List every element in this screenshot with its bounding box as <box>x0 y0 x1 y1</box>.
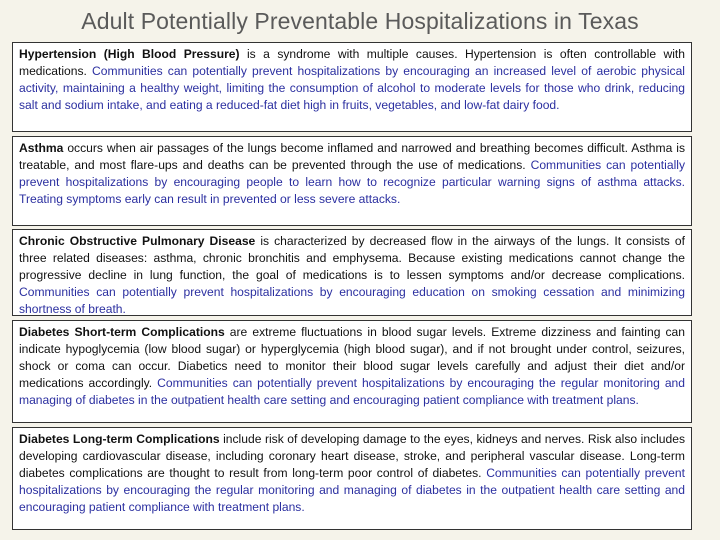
section-community-text: Communities can potentially prevent hospitalizations by encouraging people to learn how to recognize particular warning signs of asthma attacks. Treating symptoms early can result in prevented or less severe attacks. <box>19 158 686 206</box>
section-hypertension <box>12 42 692 132</box>
section-term: Chronic Obstructive Pulmonary Disease <box>19 234 256 248</box>
section-body: are extreme fluctuations in blood sugar levels. Extreme dizziness and fainting can indicate hypoglycemia (low blood sugar) or hyperglycemia (high blood sugar), and if not brought under control, seizures, shock or coma can occur. Diabetics need to monitor their blood sugar levels carefully and adjust their diet and/or medications accordingly. <box>19 325 685 390</box>
section-copd <box>12 229 692 316</box>
section-body: is a syndrome with multiple causes. Hypertension is often controllable with medications. <box>19 47 686 78</box>
section-term: Asthma <box>19 141 64 155</box>
section-diabetes-short-term <box>12 320 692 423</box>
section-term: Diabetes Long-term Complications <box>19 432 220 446</box>
section-body: occurs when air passages of the lungs become inflamed and narrowed and breathing becomes difficult. Asthma is treatable, and most flare-ups and deaths can be prevented through the use of medications. <box>19 141 685 172</box>
section-body: is characterized by decreased flow in the airways of the lungs. It consists of three related diseases: asthma, chronic bronchitis and emphysema. Because existing medications cannot change the progressive decline in lung function, the goal of medications is to lessen symptoms and/or decrease complications. <box>19 234 685 282</box>
section-community-text: Communities can potentially prevent hospitalizations by encouraging the regular monitoring and managing of diabetes in the outpatient health care setting and encouraging patient compliance with treatment plans. <box>19 466 685 514</box>
section-term: Hypertension (High Blood Pressure) <box>19 47 240 61</box>
section-diabetes-long-term <box>12 427 692 530</box>
section-body: include risk of developing damage to the eyes, kidneys and nerves. Risk also includes developing cardiovascular disease, including coronary heart disease, stroke, and peripheral vascular disease. Long-term diabetes complications are thought to result from long-term poor control of diabetes. <box>19 432 686 480</box>
section-asthma <box>12 136 692 226</box>
section-community-text: Communities can potentially prevent hospitalizations by encouraging an increased level of aerobic physical activity, maintaining a healthy weight, limiting the consumption of alcohol to moderate levels for those who drink, reducing salt and sodium intake, and eating a reduced-fat diet high in fruits, vegetables, and low-fat dairy food. <box>19 64 685 112</box>
page-title: Adult Potentially Preventable Hospitalizations in Texas <box>81 8 639 34</box>
section-term: Diabetes Short-term Complications <box>19 325 225 339</box>
section-community-text: Communities can potentially prevent hospitalizations by encouraging the regular monitoring and managing of diabetes in the outpatient health care setting and encouraging patient compliance with treatment plans. <box>19 376 685 407</box>
section-community-text: Communities can potentially prevent hospitalizations by encouraging education on smoking cessation and minimizing shortness of breath. <box>19 285 685 316</box>
